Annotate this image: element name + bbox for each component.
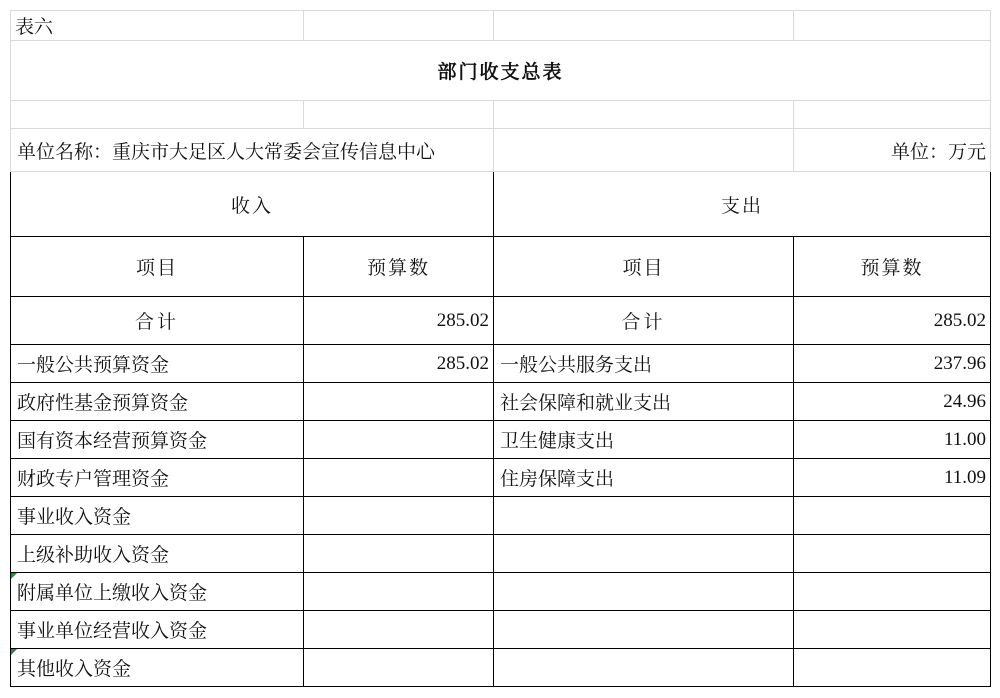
income-item[interactable]: 国有资本经营预算资金 <box>11 421 304 459</box>
title-row <box>11 41 991 101</box>
expense-value[interactable] <box>794 535 991 573</box>
unit-name: 单位名称：重庆市大足区人大常委会宣传信息中心 <box>11 129 494 172</box>
expense-item[interactable] <box>494 573 794 611</box>
income-item[interactable]: 事业收入资金 <box>11 497 304 535</box>
income-budget-header: 预算数 <box>304 237 494 297</box>
table-row <box>11 497 991 535</box>
budget-table <box>10 10 991 687</box>
section-header-row <box>11 172 991 237</box>
expense-value[interactable]: 237.96 <box>794 345 991 383</box>
table-row <box>11 649 991 687</box>
empty-cell[interactable] <box>494 11 794 41</box>
expense-value[interactable] <box>794 649 991 687</box>
income-value[interactable] <box>304 383 494 421</box>
income-value[interactable]: 285.02 <box>304 345 494 383</box>
empty-cell[interactable] <box>794 101 991 129</box>
income-value[interactable] <box>304 421 494 459</box>
income-item[interactable]: 财政专户管理资金 <box>11 459 304 497</box>
income-total-label: 合计 <box>11 297 304 345</box>
income-value[interactable] <box>304 535 494 573</box>
column-header-row <box>11 237 991 297</box>
income-header: 收入 <box>11 172 494 237</box>
income-item[interactable]: 一般公共预算资金 <box>11 345 304 383</box>
expense-item[interactable]: 卫生健康支出 <box>494 421 794 459</box>
income-value[interactable] <box>304 649 494 687</box>
table-row <box>11 611 991 649</box>
expense-item[interactable] <box>494 497 794 535</box>
income-item[interactable]: 附属单位上缴收入资金 <box>11 573 304 611</box>
expense-item[interactable]: 社会保障和就业支出 <box>494 383 794 421</box>
unit-row <box>11 129 991 172</box>
expense-value[interactable]: 24.96 <box>794 383 991 421</box>
income-total-value[interactable]: 285.02 <box>304 297 494 345</box>
table-row <box>11 459 991 497</box>
expense-item[interactable]: 一般公共服务支出 <box>494 345 794 383</box>
empty-cell[interactable] <box>11 101 304 129</box>
empty-cell[interactable] <box>304 101 494 129</box>
page-title: 部门收支总表 <box>11 41 991 101</box>
table-tag: 表六 <box>11 11 304 41</box>
expense-value[interactable] <box>794 573 991 611</box>
expense-item[interactable] <box>494 611 794 649</box>
expense-total-value[interactable]: 285.02 <box>794 297 991 345</box>
expense-item-header: 项目 <box>494 237 794 297</box>
income-item[interactable]: 上级补助收入资金 <box>11 535 304 573</box>
income-item[interactable]: 政府性基金预算资金 <box>11 383 304 421</box>
table-row <box>11 535 991 573</box>
expense-header: 支出 <box>494 172 991 237</box>
expense-item[interactable]: 住房保障支出 <box>494 459 794 497</box>
income-item-header: 项目 <box>11 237 304 297</box>
expense-value[interactable]: 11.00 <box>794 421 991 459</box>
empty-cell[interactable] <box>794 11 991 41</box>
income-value[interactable] <box>304 459 494 497</box>
empty-cell[interactable] <box>494 101 794 129</box>
income-value[interactable] <box>304 497 494 535</box>
income-item[interactable]: 其他收入资金 <box>11 649 304 687</box>
empty-cell[interactable] <box>304 11 494 41</box>
table-row <box>11 421 991 459</box>
total-row <box>11 297 991 345</box>
tag-row <box>11 11 991 41</box>
table-row <box>11 573 991 611</box>
expense-budget-header: 预算数 <box>794 237 991 297</box>
table-row <box>11 345 991 383</box>
table-row <box>11 383 991 421</box>
expense-total-label: 合计 <box>494 297 794 345</box>
expense-item[interactable] <box>494 535 794 573</box>
income-item[interactable]: 事业单位经营收入资金 <box>11 611 304 649</box>
expense-item[interactable] <box>494 649 794 687</box>
income-value[interactable] <box>304 611 494 649</box>
expense-value[interactable] <box>794 611 991 649</box>
empty-cell[interactable] <box>494 129 794 172</box>
spacer-row <box>11 101 991 129</box>
expense-value[interactable] <box>794 497 991 535</box>
unit-label: 单位：万元 <box>794 129 991 172</box>
income-value[interactable] <box>304 573 494 611</box>
spreadsheet <box>10 10 990 688</box>
expense-value[interactable]: 11.09 <box>794 459 991 497</box>
